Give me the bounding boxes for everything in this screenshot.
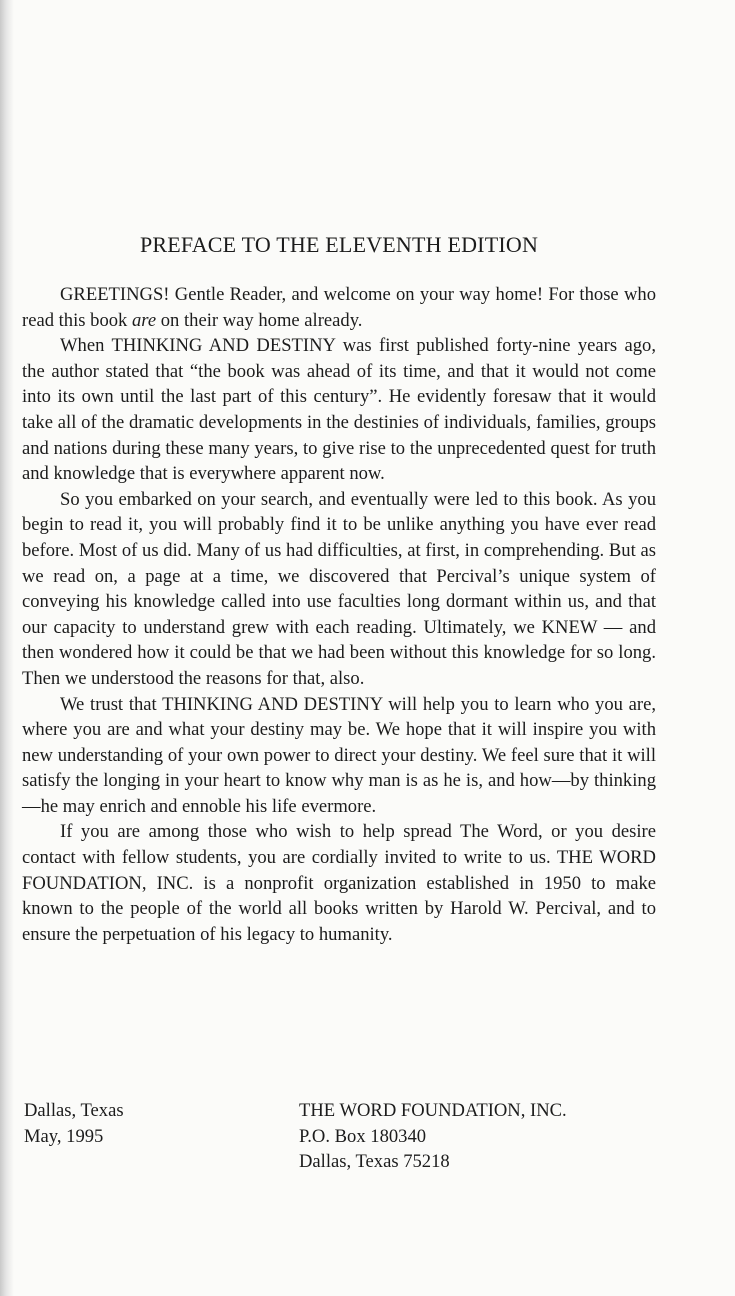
footer-po-box: P.O. Box 180340 — [299, 1125, 427, 1147]
footer-organization: THE WORD FOUNDATION, INC. — [299, 1100, 567, 1121]
footer-address — [299, 1098, 567, 1175]
paragraph-search: So you embarked on your search, and eventually were led to this book. As you begin to read it, you will probably find it to be unlike anything you have ever read before. Most of us did. Many of us had difficulties, at first, in comprehending. But as we read on, a page at a time, we discovered that Percival’s unique system of conveying his knowledge called into use faculties long dormant within us, and that our capacity to understand grew with each reading. Ultimately, we KNEW — and then wondered how it could be that we had been without this knowledge for so long. Then we understood the reasons for that, also. — [22, 488, 656, 689]
footer-place: Dallas, Texas — [24, 1100, 124, 1121]
paragraph-invitation: If you are among those who wish to help spread The Word, or you desire contact with fellow students, you are cordially invited to write to us. THE WORD FOUNDATION, INC. is a nonprofit organization established in 1950 to make known to the people of the world all books written by Harold W. Percival, and to ensure the perpetuation of his legacy to humanity. — [22, 821, 656, 945]
emphasis-are: are — [132, 309, 157, 331]
paragraph-greetings — [22, 282, 656, 333]
page-binding-shadow — [0, 0, 14, 1296]
preface-page — [22, 232, 656, 947]
paragraph-first-published: When THINKING AND DESTINY was first published forty-nine years ago, the author stated that “the book was ahead of its time, and that it would not come into its own until the last part of this century”. He evidently foresaw that it would take all of the dramatic developments in the destinies of individuals, families, groups and nations during these many years, to give rise to the unprecedented quest for truth and knowledge that is everywhere apparent now. — [22, 335, 656, 485]
footer-place-date — [24, 1098, 124, 1149]
footer-city: Dallas, Texas 75218 — [299, 1151, 450, 1173]
preface-title: PREFACE TO THE ELEVENTH EDITION — [139, 232, 539, 257]
paragraph-greetings-text: GREETINGS! Gentle Reader, and welcome on your way home! For those who read this book — [22, 284, 656, 331]
footer-date: May, 1995 — [24, 1125, 104, 1147]
paragraph-trust: We trust that THINKING AND DESTINY will help you to learn who you are, where you are and what your destiny may be. We hope that it will inspire you with new understanding of your own power to direct your destiny. We feel sure that it will satisfy the longing in your heart to know why man is as he is, and how—by thinking—he may enrich and ennoble his life evermore. — [22, 693, 656, 817]
paragraph-greetings-tail: on their way home already. — [156, 309, 363, 331]
